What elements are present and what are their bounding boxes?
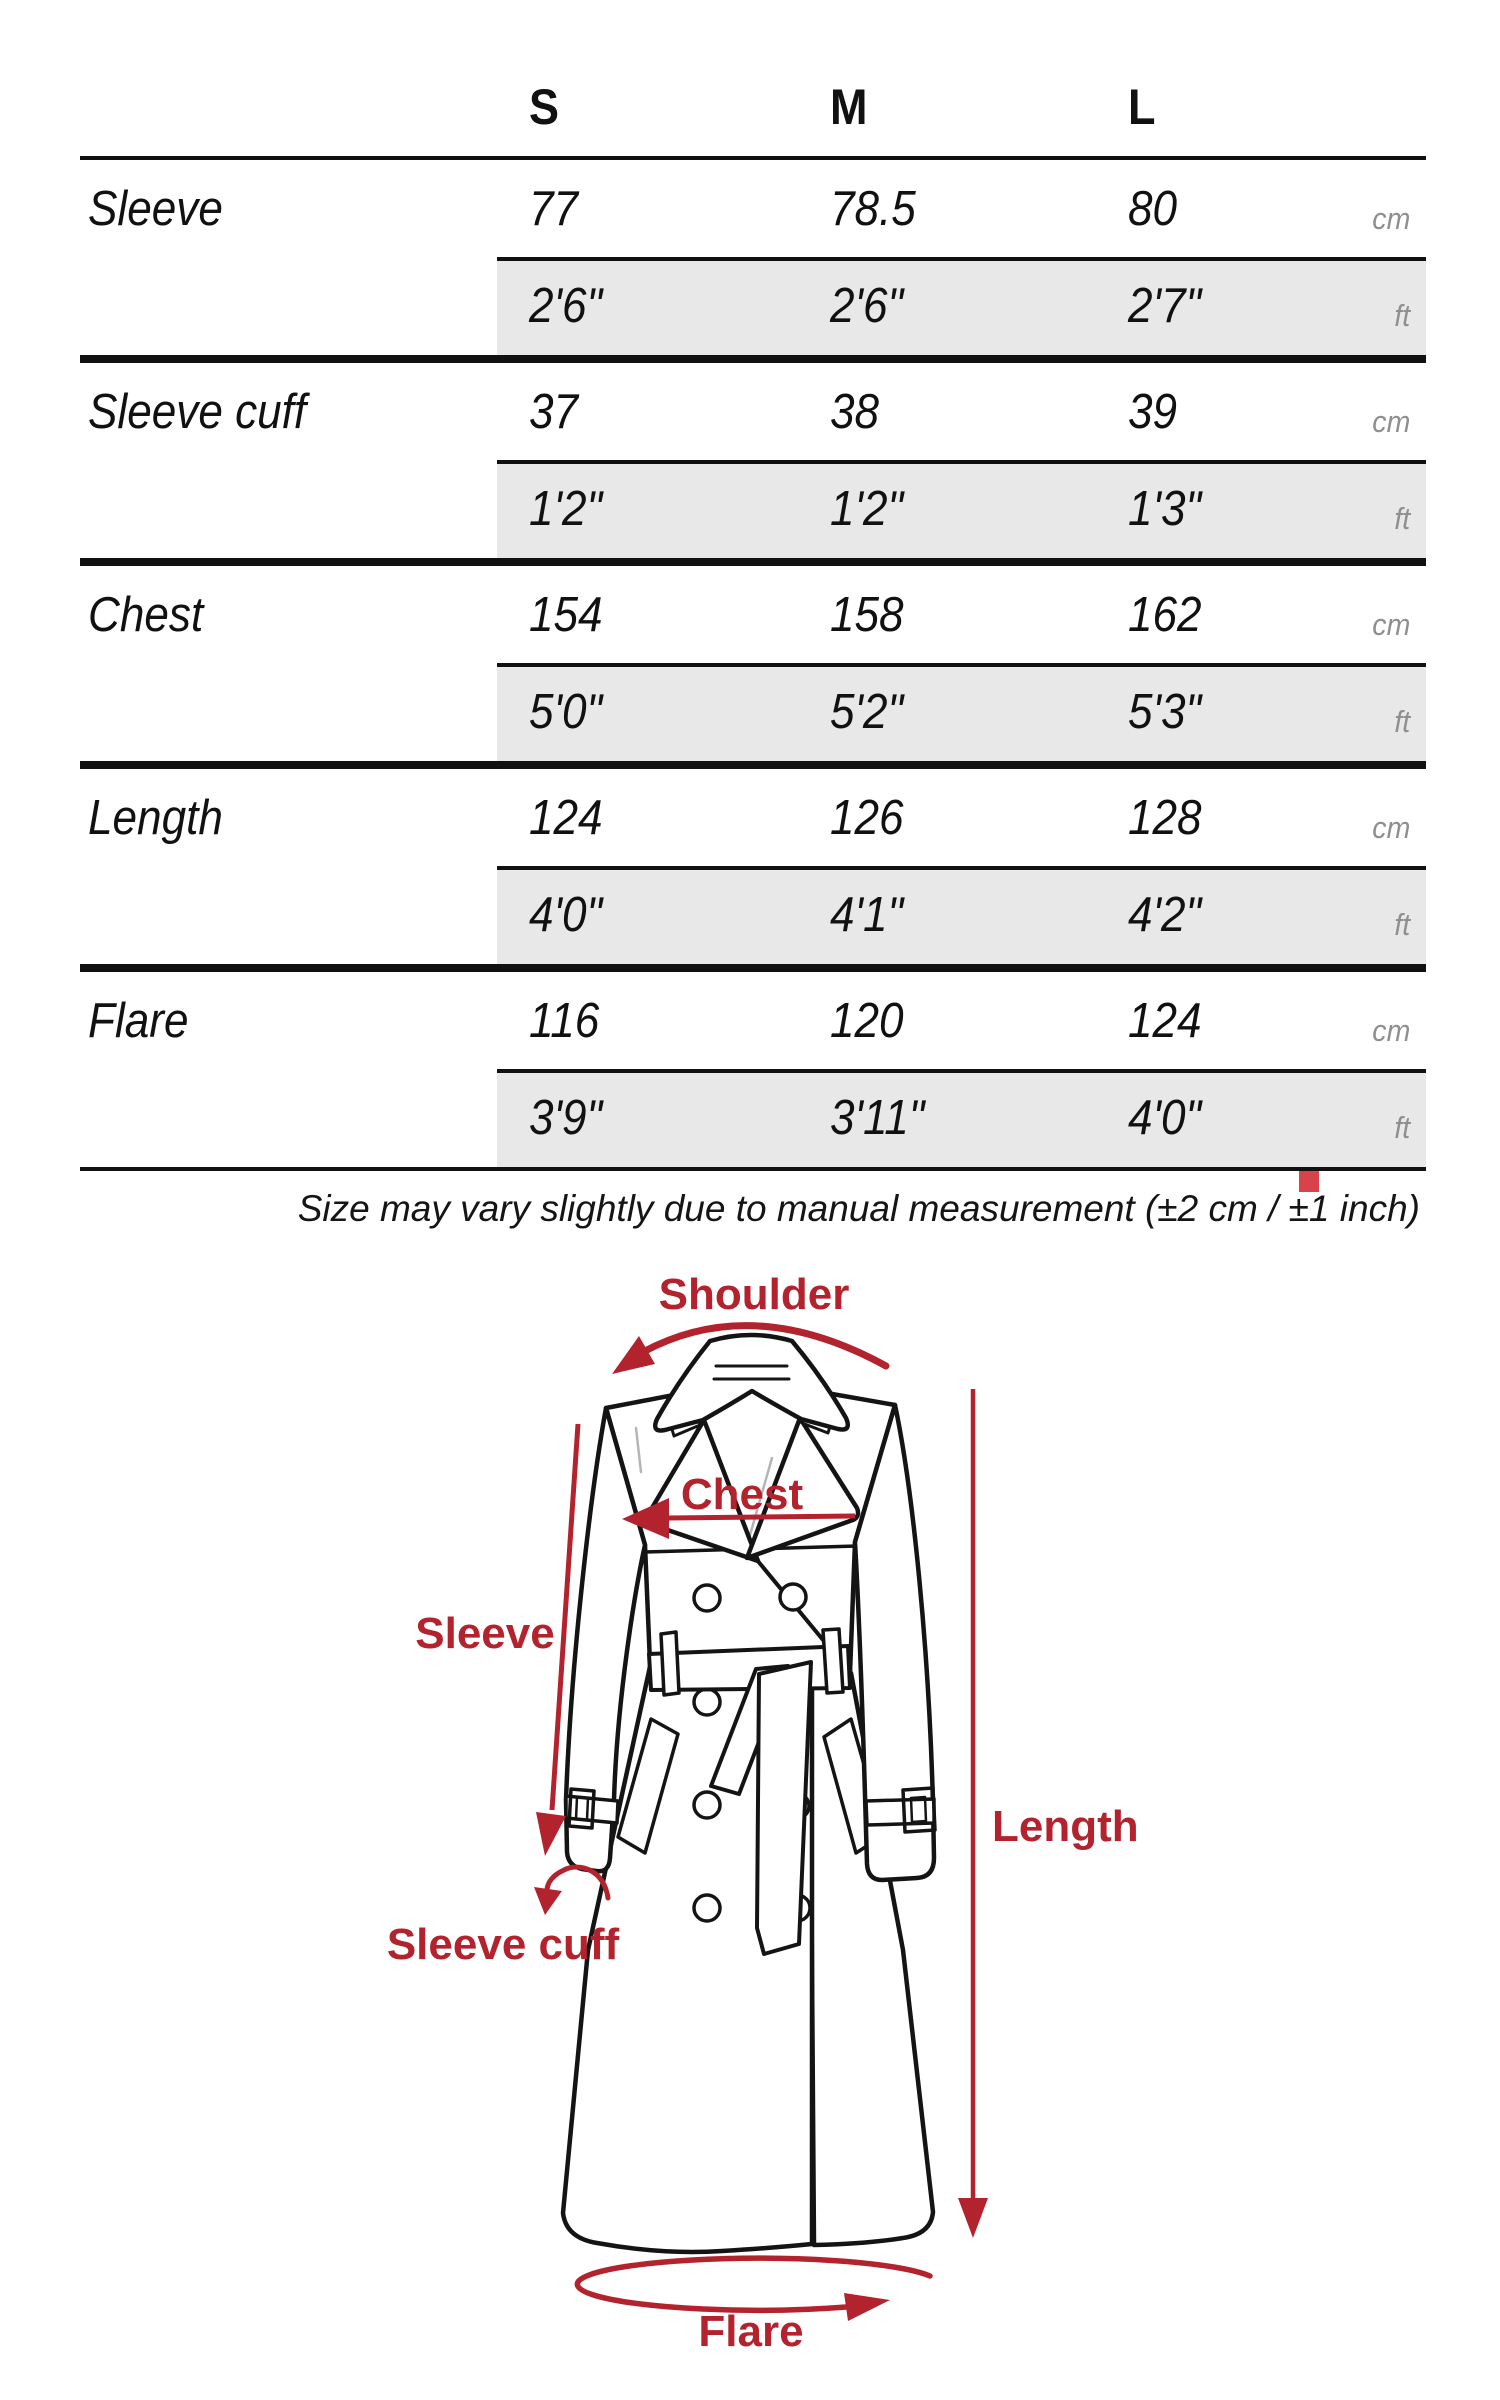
cell-value: 39 [1128,384,1178,439]
row-label: Sleeve cuff [88,384,307,439]
unit-label-cm: cm [1371,606,1410,642]
size-table [80,0,1426,1270]
table-row-length-ft [80,866,1426,968]
shoulder-arrowhead-icon [612,1336,655,1374]
length-label: Length [992,1802,1139,1851]
size-table-header [80,0,1426,156]
ft-band [497,663,1426,761]
cell-value: 77 [529,181,579,236]
button-icon [694,1792,720,1818]
button-icon [694,1895,720,1921]
table-row-sleeve-cuff-cm [80,359,1426,460]
cell-value: 5'2" [830,685,904,739]
cell-value: 2'7" [1128,279,1202,333]
coat-measurement-diagram [0,1245,1500,2400]
unit-label-ft: ft [1394,298,1410,333]
column-header-m: M [830,79,868,135]
cell-value: 4'0" [529,888,603,942]
cell-value: 162 [1128,587,1202,642]
button-icon [694,1585,720,1611]
cell-value: 5'3" [1128,685,1202,739]
cell-value: 80 [1128,181,1178,236]
cell-value: 154 [529,587,603,642]
cell-value: 4'2" [1128,888,1202,942]
flare-label: Flare [698,2307,804,2356]
sleeve-cuff-arrowhead-icon [534,1887,562,1915]
unit-label-ft: ft [1394,1110,1410,1145]
sleeve-arrowhead-icon [536,1812,566,1856]
unit-label-cm: cm [1371,200,1410,236]
length-arrowhead-icon [958,2198,988,2238]
unit-label-ft: ft [1394,907,1410,942]
cell-value: 37 [529,384,579,439]
cell-value: 1'3" [1128,482,1202,536]
row-label: Flare [88,993,189,1048]
belt-loop-left [661,1632,679,1695]
cell-value: 78.5 [830,181,916,236]
table-row-flare-cm [80,968,1426,1069]
sleeve-label: Sleeve [415,1609,555,1658]
cell-value: 116 [529,993,600,1048]
ft-band [497,866,1426,964]
cell-value: 124 [529,790,603,845]
cell-value: 3'9" [529,1091,603,1145]
cell-value: 1'2" [529,482,603,536]
cell-value: 5'0" [529,685,603,739]
table-row-sleeve-cuff-ft [80,460,1426,562]
cell-value: 124 [1128,993,1202,1048]
row-label: Sleeve [88,181,223,236]
cell-value: 158 [830,587,904,642]
cell-value: 2'6" [830,279,904,333]
cell-value: 2'6" [529,279,603,333]
measurement-note: Size may vary slightly due to manual measurement (±2 cm / ±1 inch) [297,1188,1420,1229]
unit-label-cm: cm [1371,403,1410,439]
ft-band [497,257,1426,355]
unit-label-cm: cm [1371,1012,1410,1048]
ft-band [497,1069,1426,1167]
cell-value: 4'0" [1128,1091,1202,1145]
cell-value: 126 [830,790,904,845]
column-header-l: L [1128,79,1156,135]
ft-band [497,460,1426,558]
table-row-length-cm [80,765,1426,866]
column-header-s: S [529,79,560,135]
sleeve-cuff-label: Sleeve cuff [386,1920,620,1969]
flare-arrowhead-icon [844,2293,890,2321]
unit-label-ft: ft [1394,501,1410,536]
unit-label-cm: cm [1371,809,1410,845]
table-row-chest-ft [80,663,1426,765]
cell-value: 1'2" [830,482,904,536]
cell-value: 4'1" [830,888,904,942]
belt-loop-right [823,1629,843,1693]
table-row-sleeve-cm [80,156,1426,257]
table-row-sleeve-ft [80,257,1426,359]
cell-value: 38 [830,384,880,439]
cell-value: 3'11" [830,1091,925,1145]
button-icon [780,1584,806,1610]
row-label: Length [88,790,223,845]
chest-label: Chest [680,1470,804,1519]
button-icon [694,1689,720,1715]
table-row-flare-ft [80,1069,1426,1171]
cell-value: 128 [1128,790,1202,845]
table-row-chest-cm [80,562,1426,663]
shoulder-label: Shoulder [658,1270,850,1319]
unit-label-ft: ft [1394,704,1410,739]
row-label: Chest [88,587,204,642]
cell-value: 120 [830,993,904,1048]
